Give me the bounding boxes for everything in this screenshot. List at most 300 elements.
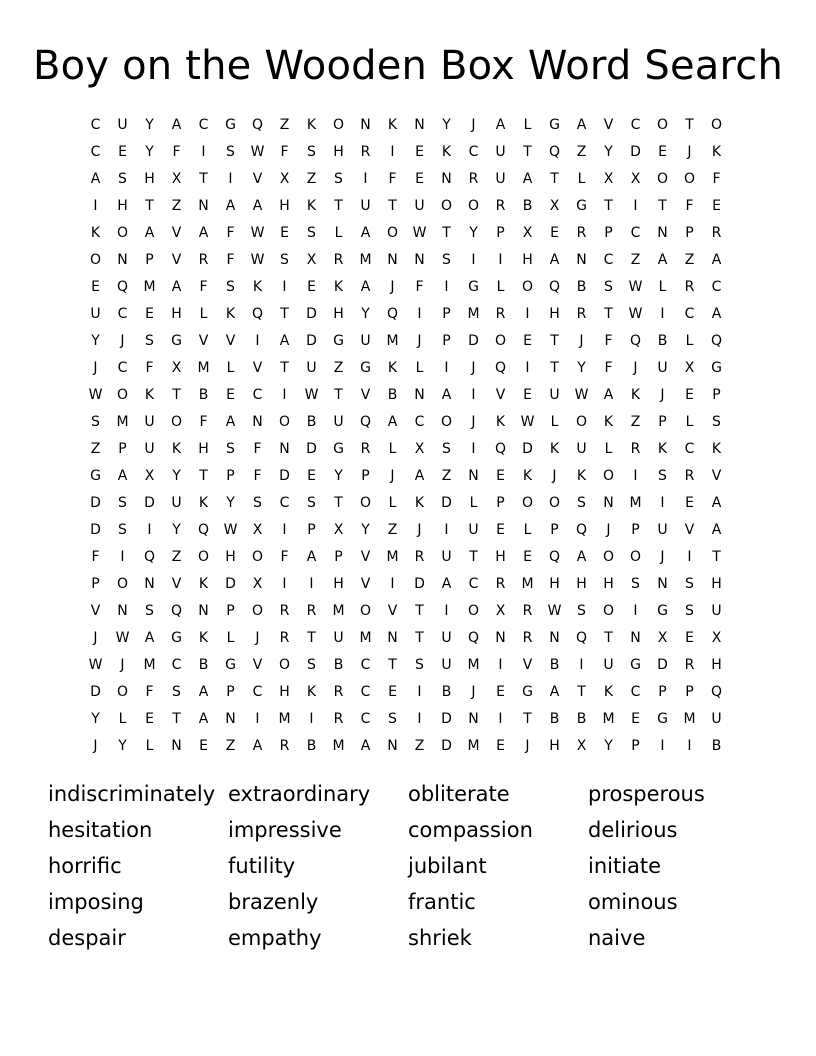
grid-letter: S — [172, 684, 181, 700]
grid-letter: J — [660, 387, 665, 403]
grid-letter: I — [255, 711, 260, 727]
grid-letter: A — [144, 630, 155, 646]
grid-letter: I — [228, 171, 233, 187]
grid-letter: K — [225, 306, 236, 322]
grid-letter: O — [494, 333, 507, 349]
grid-letter: K — [306, 684, 317, 700]
grid-letter: N — [117, 252, 128, 268]
grid-letter: S — [307, 495, 316, 511]
grid-letter: T — [172, 387, 181, 403]
grid-letter: A — [549, 252, 560, 268]
grid-letter: H — [198, 441, 209, 457]
grid-letter: A — [90, 171, 101, 187]
grid-letter: Z — [630, 414, 641, 430]
grid-letter: O — [710, 117, 723, 133]
grid-letter: W — [250, 252, 265, 268]
word-list-item: empathy — [228, 926, 322, 950]
grid-letter: V — [90, 603, 101, 619]
grid-letter: J — [417, 333, 422, 349]
grid-letter: X — [495, 603, 506, 619]
grid-letter: A — [441, 576, 452, 592]
grid-letter: E — [658, 144, 667, 160]
grid-letter: S — [145, 603, 154, 619]
grid-letter: C — [117, 306, 128, 322]
grid-letter: R — [306, 603, 317, 619]
grid-letter: C — [468, 144, 479, 160]
grid-letter: T — [334, 198, 343, 214]
grid-letter: K — [657, 441, 668, 457]
grid-letter: I — [309, 576, 314, 592]
grid-letter: O — [359, 495, 372, 511]
grid-letter: Q — [116, 279, 129, 295]
grid-letter: E — [118, 144, 127, 160]
grid-letter: P — [496, 495, 505, 511]
grid-letter: A — [549, 684, 560, 700]
grid-letter: N — [198, 198, 209, 214]
grid-letter: U — [549, 387, 560, 403]
grid-letter: L — [577, 171, 586, 187]
grid-letter: M — [278, 711, 291, 727]
grid-letter: H — [495, 549, 506, 565]
grid-letter: E — [145, 711, 154, 727]
grid-letter: H — [333, 576, 344, 592]
grid-letter: K — [252, 279, 263, 295]
grid-letter: A — [441, 387, 452, 403]
grid-letter: F — [685, 198, 694, 214]
grid-letter: R — [360, 144, 371, 160]
grid-letter: K — [171, 441, 182, 457]
grid-letter: K — [414, 495, 425, 511]
grid-letter: J — [471, 414, 476, 430]
grid-letter: Z — [414, 738, 425, 754]
grid-letter: F — [388, 171, 397, 187]
grid-letter: T — [280, 360, 289, 376]
grid-letter: P — [442, 333, 451, 349]
grid-letter: S — [118, 495, 127, 511]
grid-letter: F — [172, 144, 181, 160]
grid-letter: H — [171, 306, 182, 322]
grid-letter: P — [226, 468, 235, 484]
grid-letter: I — [687, 738, 692, 754]
grid-letter: G — [630, 657, 641, 673]
grid-letter: V — [495, 387, 506, 403]
grid-letter: H — [333, 306, 344, 322]
grid-letter: O — [440, 198, 453, 214]
grid-letter: K — [90, 225, 101, 241]
grid-letter: S — [226, 144, 235, 160]
grid-letter: E — [496, 738, 505, 754]
grid-letter: E — [226, 387, 235, 403]
grid-letter: P — [442, 306, 451, 322]
grid-letter: T — [550, 333, 559, 349]
grid-letter: W — [115, 630, 130, 646]
grid-letter: J — [93, 360, 98, 376]
grid-letter: E — [685, 630, 694, 646]
grid-letter: F — [91, 549, 100, 565]
grid-letter: P — [334, 549, 343, 565]
grid-letter: G — [90, 468, 101, 484]
grid-letter: N — [468, 468, 479, 484]
grid-letter: D — [90, 522, 101, 538]
grid-letter: O — [440, 414, 453, 430]
grid-letter: I — [444, 360, 449, 376]
grid-letter: O — [116, 225, 129, 241]
word-list-item: ominous — [588, 890, 678, 914]
grid-letter: N — [279, 441, 290, 457]
grid-letter: O — [278, 414, 291, 430]
grid-letter: P — [226, 684, 235, 700]
grid-letter: Y — [145, 144, 154, 160]
grid-letter: V — [252, 657, 263, 673]
grid-letter: H — [279, 198, 290, 214]
grid-letter: S — [415, 657, 424, 673]
grid-letter: B — [657, 333, 668, 349]
grid-letter: H — [603, 576, 614, 592]
grid-letter: B — [306, 414, 317, 430]
word-list-item: frantic — [408, 890, 476, 914]
grid-letter: H — [549, 306, 560, 322]
grid-letter: D — [90, 684, 101, 700]
grid-letter: S — [226, 441, 235, 457]
grid-letter: U — [171, 495, 182, 511]
grid-letter: B — [198, 657, 209, 673]
grid-letter: V — [225, 333, 236, 349]
grid-letter: A — [252, 198, 263, 214]
grid-letter: F — [604, 333, 613, 349]
grid-letter: F — [415, 279, 424, 295]
grid-letter: Q — [251, 306, 264, 322]
grid-letter: W — [520, 414, 535, 430]
grid-letter: K — [495, 414, 506, 430]
grid-letter: K — [549, 441, 560, 457]
word-list-item: horrific — [48, 854, 122, 878]
grid-letter: H — [225, 549, 236, 565]
grid-letter: Q — [548, 279, 561, 295]
grid-letter: L — [469, 495, 478, 511]
grid-letter: W — [223, 522, 238, 538]
grid-letter: O — [656, 171, 669, 187]
grid-letter: E — [712, 198, 721, 214]
grid-letter: E — [685, 495, 694, 511]
word-list-item: compassion — [408, 818, 533, 842]
grid-letter: A — [117, 468, 128, 484]
grid-letter: L — [388, 495, 397, 511]
grid-letter: R — [495, 576, 506, 592]
grid-letter: G — [549, 117, 560, 133]
grid-letter: I — [282, 522, 287, 538]
grid-letter: S — [280, 252, 289, 268]
grid-letter: T — [415, 630, 424, 646]
grid-letter: H — [333, 144, 344, 160]
grid-letter: T — [388, 198, 397, 214]
grid-letter: C — [360, 684, 371, 700]
word-list-item: jubilant — [408, 854, 487, 878]
grid-letter: C — [630, 225, 641, 241]
grid-letter: B — [522, 198, 533, 214]
grid-letter: S — [604, 279, 613, 295]
grid-letter: S — [712, 414, 721, 430]
grid-letter: I — [660, 306, 665, 322]
grid-letter: A — [576, 117, 587, 133]
grid-letter: G — [225, 117, 236, 133]
letter-grid — [82, 112, 736, 760]
grid-letter: A — [171, 117, 182, 133]
word-list-item: impressive — [228, 818, 342, 842]
grid-letter: Z — [441, 468, 452, 484]
grid-letter: K — [603, 414, 614, 430]
grid-letter: Q — [197, 522, 210, 538]
grid-letter: A — [657, 252, 668, 268]
grid-letter: A — [522, 171, 533, 187]
grid-letter: M — [332, 738, 345, 754]
grid-letter: K — [198, 630, 209, 646]
grid-letter: S — [91, 414, 100, 430]
grid-letter: E — [496, 684, 505, 700]
grid-letter: O — [359, 603, 372, 619]
grid-letter: A — [711, 252, 722, 268]
grid-letter: B — [549, 657, 560, 673]
grid-letter: I — [444, 522, 449, 538]
grid-letter: L — [226, 360, 235, 376]
grid-letter: J — [552, 468, 557, 484]
grid-letter: P — [712, 387, 721, 403]
grid-letter: K — [711, 144, 722, 160]
grid-letter: A — [360, 738, 371, 754]
word-list-item: naive — [588, 926, 646, 950]
grid-letter: N — [252, 414, 263, 430]
grid-letter: I — [147, 522, 152, 538]
grid-letter: A — [576, 549, 587, 565]
grid-letter: O — [116, 576, 129, 592]
grid-letter: D — [414, 576, 425, 592]
grid-letter: K — [198, 576, 209, 592]
grid-letter: K — [387, 117, 398, 133]
grid-letter: S — [685, 576, 694, 592]
grid-letter: X — [684, 360, 695, 376]
grid-letter: Q — [575, 522, 588, 538]
grid-letter: P — [361, 468, 370, 484]
grid-letter: I — [498, 711, 503, 727]
grid-letter: T — [523, 144, 532, 160]
grid-letter: U — [333, 630, 344, 646]
grid-letter: A — [711, 522, 722, 538]
grid-letter: K — [576, 468, 587, 484]
grid-letter: J — [93, 738, 98, 754]
grid-letter: A — [711, 495, 722, 511]
grid-letter: E — [685, 387, 694, 403]
grid-letter: T — [334, 387, 343, 403]
grid-letter: V — [387, 603, 398, 619]
grid-letter: C — [279, 495, 290, 511]
grid-letter: L — [550, 414, 559, 430]
grid-letter: I — [255, 333, 260, 349]
grid-letter: Y — [145, 117, 154, 133]
grid-letter: A — [360, 279, 371, 295]
grid-letter: R — [360, 441, 371, 457]
grid-letter: J — [687, 144, 692, 160]
grid-letter: J — [606, 522, 611, 538]
grid-letter: O — [89, 252, 102, 268]
grid-letter: U — [468, 522, 479, 538]
word-list-item: brazenly — [228, 890, 319, 914]
grid-letter: O — [656, 117, 669, 133]
grid-letter: C — [630, 684, 641, 700]
grid-letter: U — [576, 441, 587, 457]
grid-letter: Q — [359, 414, 372, 430]
grid-letter: O — [251, 549, 264, 565]
grid-letter: M — [116, 414, 129, 430]
grid-letter: U — [333, 414, 344, 430]
grid-letter: D — [441, 738, 452, 754]
grid-letter: N — [495, 630, 506, 646]
grid-letter: N — [441, 171, 452, 187]
grid-letter: H — [711, 576, 722, 592]
grid-letter: I — [633, 603, 638, 619]
grid-letter: Z — [171, 198, 182, 214]
grid-letter: E — [415, 171, 424, 187]
grid-letter: F — [253, 468, 262, 484]
grid-letter: I — [633, 198, 638, 214]
grid-letter: Q — [548, 144, 561, 160]
grid-letter: I — [498, 657, 503, 673]
grid-letter: L — [199, 306, 208, 322]
grid-letter: P — [307, 522, 316, 538]
grid-letter: H — [576, 576, 587, 592]
grid-letter: Q — [548, 549, 561, 565]
grid-letter: M — [467, 306, 480, 322]
grid-letter: E — [199, 738, 208, 754]
grid-letter: E — [280, 225, 289, 241]
grid-letter: P — [145, 252, 154, 268]
grid-letter: K — [522, 468, 533, 484]
grid-letter: M — [521, 576, 534, 592]
grid-letter: I — [525, 306, 530, 322]
grid-letter: I — [660, 738, 665, 754]
grid-letter: W — [574, 387, 589, 403]
grid-letter: L — [523, 522, 532, 538]
grid-letter: S — [388, 711, 397, 727]
grid-letter: R — [495, 198, 506, 214]
grid-letter: Q — [710, 333, 723, 349]
grid-letter: D — [306, 441, 317, 457]
grid-letter: C — [684, 441, 695, 457]
grid-letter: A — [414, 468, 425, 484]
grid-letter: X — [711, 630, 722, 646]
grid-letter: A — [144, 225, 155, 241]
grid-letter: D — [522, 441, 533, 457]
grid-letter: U — [657, 522, 668, 538]
grid-letter: J — [525, 738, 530, 754]
grid-letter: T — [469, 549, 478, 565]
grid-letter: S — [631, 576, 640, 592]
grid-letter: I — [390, 144, 395, 160]
grid-letter: X — [144, 468, 155, 484]
grid-letter: A — [198, 684, 209, 700]
grid-letter: C — [468, 576, 479, 592]
grid-letter: V — [684, 522, 695, 538]
grid-letter: X — [657, 630, 668, 646]
grid-letter: N — [387, 630, 398, 646]
grid-letter: W — [628, 306, 643, 322]
grid-letter: E — [523, 387, 532, 403]
grid-letter: C — [252, 387, 263, 403]
grid-letter: B — [576, 279, 587, 295]
grid-letter: T — [199, 171, 208, 187]
grid-letter: F — [145, 360, 154, 376]
grid-letter: M — [143, 657, 156, 673]
grid-letter: A — [603, 387, 614, 403]
grid-letter: R — [279, 630, 290, 646]
grid-letter: O — [170, 414, 183, 430]
grid-letter: Q — [251, 117, 264, 133]
grid-letter: K — [387, 360, 398, 376]
grid-letter: U — [144, 441, 155, 457]
grid-letter: S — [226, 279, 235, 295]
grid-letter: A — [225, 414, 236, 430]
grid-letter: S — [658, 468, 667, 484]
grid-letter: W — [88, 387, 103, 403]
word-list-item: hesitation — [48, 818, 153, 842]
word-list-item: shriek — [408, 926, 472, 950]
grid-letter: N — [414, 387, 425, 403]
grid-letter: W — [628, 279, 643, 295]
grid-letter: X — [279, 171, 290, 187]
grid-letter: R — [576, 225, 587, 241]
grid-letter: L — [604, 441, 613, 457]
grid-letter: I — [498, 252, 503, 268]
grid-letter: I — [471, 387, 476, 403]
grid-letter: N — [144, 576, 155, 592]
grid-letter: R — [684, 279, 695, 295]
grid-letter: S — [442, 441, 451, 457]
grid-letter: D — [90, 495, 101, 511]
grid-letter: C — [360, 711, 371, 727]
grid-letter: O — [251, 603, 264, 619]
grid-letter: D — [279, 468, 290, 484]
grid-letter: H — [549, 576, 560, 592]
grid-letter: S — [442, 252, 451, 268]
word-list-item: prosperous — [588, 782, 705, 806]
grid-letter: G — [360, 360, 371, 376]
grid-letter: W — [250, 144, 265, 160]
grid-letter: T — [604, 198, 613, 214]
grid-letter: P — [91, 576, 100, 592]
grid-letter: N — [414, 117, 425, 133]
grid-letter: Z — [171, 549, 182, 565]
grid-letter: U — [117, 117, 128, 133]
grid-letter: P — [604, 225, 613, 241]
grid-letter: R — [279, 603, 290, 619]
grid-letter: C — [198, 117, 209, 133]
grid-letter: E — [307, 468, 316, 484]
grid-letter: L — [523, 117, 532, 133]
grid-letter: N — [468, 711, 479, 727]
grid-letter: R — [684, 657, 695, 673]
grid-letter: O — [602, 468, 615, 484]
grid-letter: Y — [91, 333, 100, 349]
grid-letter: A — [225, 198, 236, 214]
grid-letter: V — [522, 657, 533, 673]
grid-letter: T — [172, 711, 181, 727]
grid-letter: O — [467, 198, 480, 214]
grid-letter: W — [250, 225, 265, 241]
grid-letter: E — [145, 306, 154, 322]
grid-letter: K — [711, 441, 722, 457]
grid-letter: P — [631, 522, 640, 538]
grid-letter: Y — [118, 738, 127, 754]
grid-letter: P — [226, 603, 235, 619]
grid-letter: T — [604, 630, 613, 646]
